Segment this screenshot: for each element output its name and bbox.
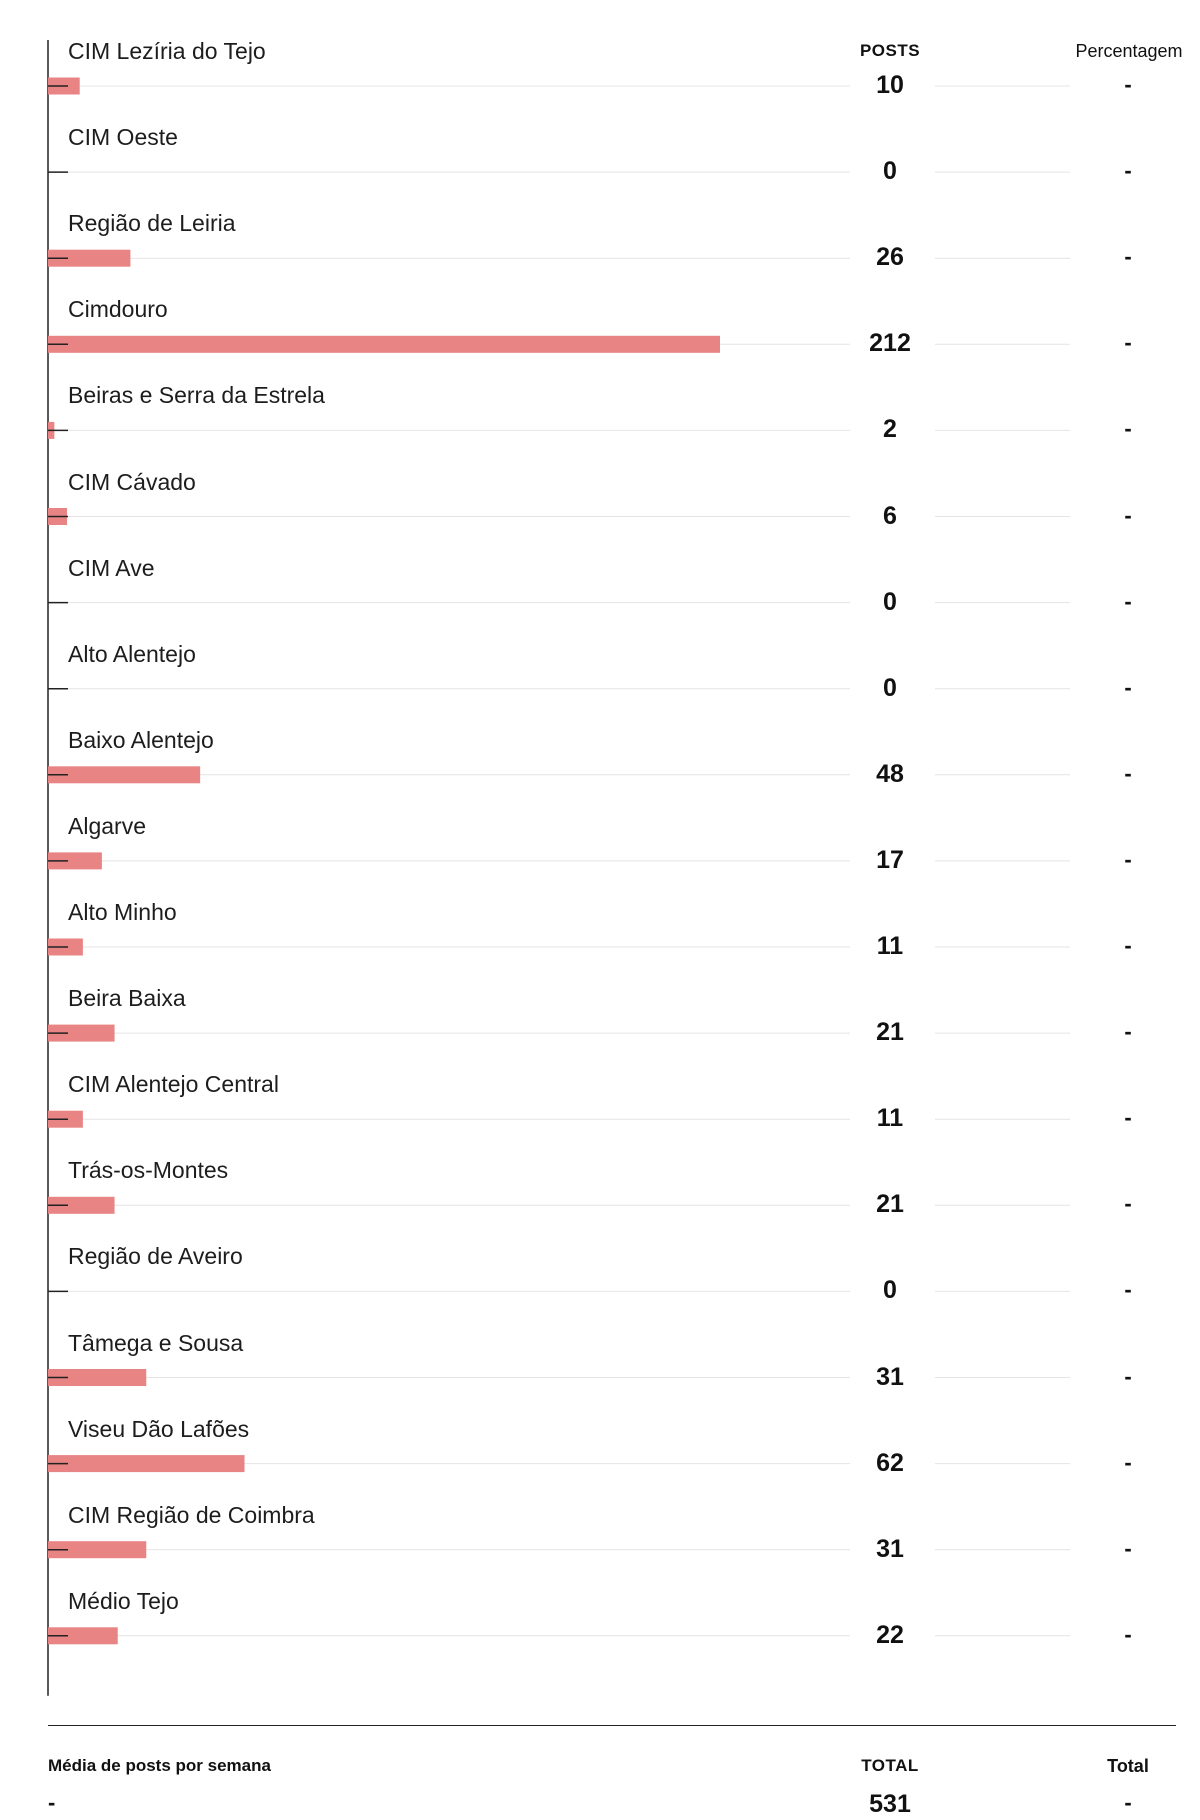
percentage-value: - <box>1124 1277 1132 1303</box>
posts-value: 0 <box>883 157 897 186</box>
posts-value: 0 <box>883 673 897 702</box>
posts-value: 21 <box>876 1018 904 1047</box>
bar <box>48 336 720 353</box>
percentage-value: - <box>1124 72 1132 97</box>
posts-value: 17 <box>876 845 904 874</box>
category-label: Cimdouro <box>68 296 168 323</box>
bar <box>48 1455 245 1472</box>
posts-column-header: POSTS <box>859 41 921 60</box>
percentage-value: - <box>1124 760 1132 786</box>
posts-value: 2 <box>883 415 897 444</box>
percentage-value: - <box>1124 502 1132 528</box>
category-label: CIM Região de Coimbra <box>68 1501 315 1528</box>
percentage-value: - <box>1124 1621 1132 1647</box>
posts-value: 11 <box>876 1104 904 1133</box>
percentage-value: - <box>1124 846 1132 872</box>
percentage-value: - <box>1124 933 1132 958</box>
percentage-value: - <box>1124 674 1132 700</box>
category-label: CIM Ave <box>68 554 155 581</box>
total-posts-label: TOTAL <box>861 1756 919 1775</box>
posts-value: 0 <box>883 1276 897 1305</box>
posts-value: 48 <box>876 759 904 788</box>
percentage-value: - <box>1124 1535 1132 1561</box>
total-posts-value: 531 <box>869 1790 911 1818</box>
percentage-value: - <box>1124 416 1132 442</box>
posts-value: 31 <box>876 1362 904 1391</box>
posts-value: 21 <box>876 1190 904 1219</box>
total-percentage-value: - <box>1124 1790 1132 1815</box>
percentage-value: - <box>1124 1105 1132 1131</box>
category-label: Viseu Dão Lafões <box>68 1415 250 1442</box>
posts-value: 26 <box>876 243 904 272</box>
category-label: Tâmega e Sousa <box>68 1329 244 1356</box>
posts-value: 11 <box>876 932 904 960</box>
category-label: Alto Alentejo <box>68 640 196 667</box>
category-label: Beira Baixa <box>68 985 186 1012</box>
percentage-value: - <box>1124 1363 1132 1389</box>
bar <box>48 766 200 783</box>
total-percentage-label: Total <box>1107 1756 1149 1776</box>
category-label: Algarve <box>68 812 146 839</box>
footer-divider <box>48 1725 1176 1726</box>
posts-value: 0 <box>883 587 897 616</box>
posts-value: 6 <box>883 501 897 530</box>
percentage-value: - <box>1124 158 1132 184</box>
posts-value: 212 <box>869 329 911 358</box>
category-label: Beiras e Serra da Estrela <box>68 382 325 409</box>
average-posts-value: - <box>48 1790 56 1815</box>
category-label: Baixo Alentejo <box>68 726 214 753</box>
category-label: CIM Lezíria do Tejo <box>68 38 266 64</box>
percentage-value: - <box>1124 244 1132 270</box>
average-posts-label: Média de posts por semana <box>48 1756 271 1775</box>
category-label: Região de Aveiro <box>68 1243 243 1270</box>
category-label: CIM Cávado <box>68 468 196 495</box>
percentage-column-header: Percentagem <box>1075 41 1183 61</box>
posts-value: 62 <box>876 1448 904 1477</box>
category-label: Médio Tejo <box>68 1587 179 1614</box>
category-label: Região de Leiria <box>68 210 236 237</box>
posts-value: 31 <box>876 1534 904 1563</box>
percentage-value: - <box>1124 1019 1132 1045</box>
category-label: Alto Minho <box>68 899 177 925</box>
percentage-value: - <box>1124 1449 1132 1475</box>
category-label: CIM Alentejo Central <box>68 1071 279 1098</box>
percentage-value: - <box>1124 588 1132 614</box>
category-label: Trás-os-Montes <box>68 1157 229 1184</box>
percentage-value: - <box>1124 1191 1132 1217</box>
category-label: CIM Oeste <box>68 124 178 151</box>
percentage-value: - <box>1124 330 1132 356</box>
posts-value: 22 <box>876 1620 904 1649</box>
posts-value: 10 <box>876 71 904 99</box>
